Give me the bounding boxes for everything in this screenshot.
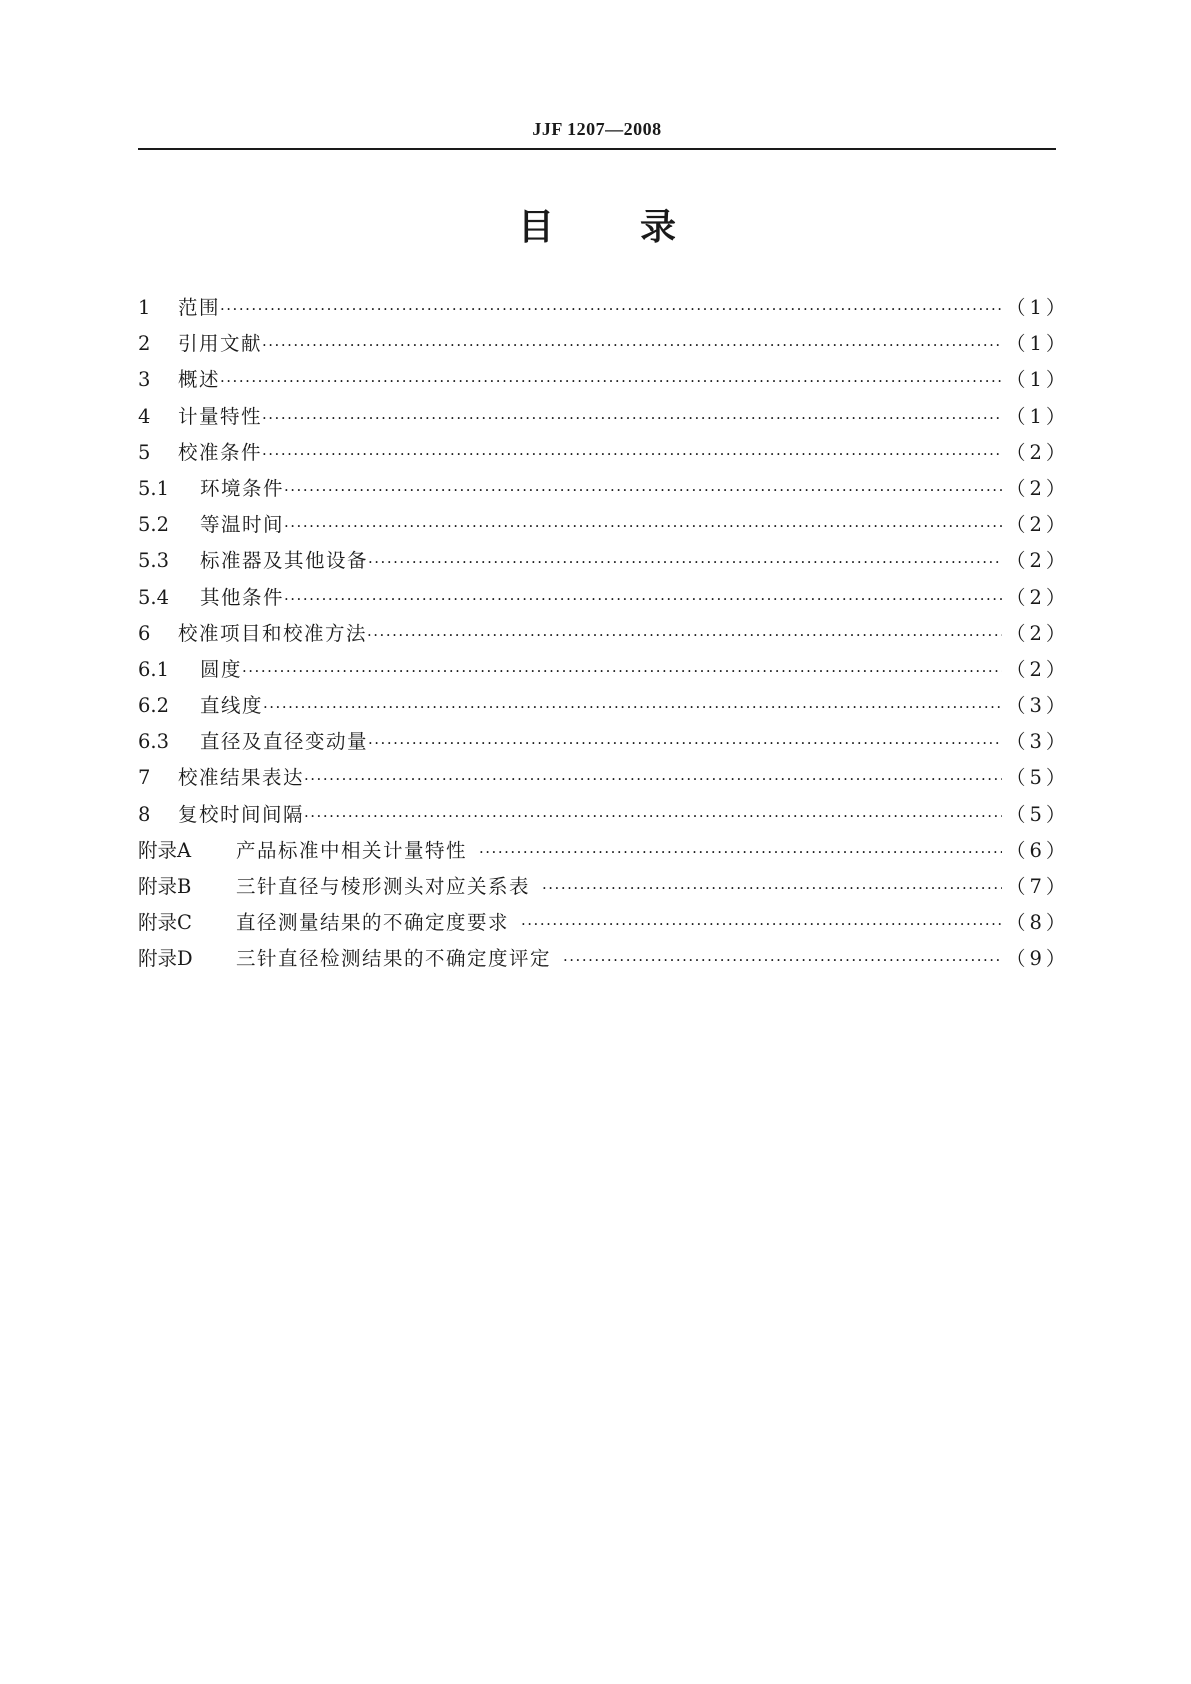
toc-entry-page: （2）	[1006, 440, 1070, 464]
toc-entry-number: 5.2	[138, 513, 170, 537]
toc-entry-title: 圆度	[200, 657, 243, 681]
toc-dot-leader	[368, 544, 1002, 580]
document-code-header: JJF 1207—2008	[532, 119, 662, 139]
toc-entry-page: （2）	[1006, 621, 1070, 645]
toc-entry-title: 范围	[178, 296, 221, 319]
toc-entry[interactable]	[138, 688, 1070, 724]
toc-entry-number: 6	[138, 621, 151, 645]
toc-entry-title: 计量特性	[178, 404, 263, 428]
toc-entry-page: （2）	[1006, 657, 1070, 681]
toc-entry-number: 4	[138, 404, 151, 428]
toc-dot-leader	[563, 942, 1002, 978]
toc-entry-page: （1）	[1006, 368, 1070, 392]
toc-entry-number: 8	[138, 802, 151, 826]
toc-entry[interactable]	[138, 724, 1070, 760]
toc-entry-title: 标准器及其他设备	[200, 549, 369, 573]
toc-entry-page: （1）	[1006, 296, 1070, 319]
toc-dot-leader	[368, 725, 1002, 761]
toc-entry-title: 三针直径检测结果的不确定度评定	[236, 947, 552, 971]
toc-entry-number: 1	[138, 296, 151, 319]
toc-entry-title: 引用文献	[178, 332, 263, 356]
toc-dot-leader	[304, 798, 1002, 834]
toc-dot-leader	[284, 581, 1002, 617]
toc-entry[interactable]	[138, 290, 1070, 326]
toc-entry-page: （2）	[1006, 476, 1070, 500]
toc-entry-title: 三针直径与棱形测头对应关系表	[236, 875, 531, 898]
toc-entry-number: 7	[138, 766, 151, 790]
toc-entry-number: 附录A	[138, 838, 192, 862]
page-title-char-1: 目	[517, 207, 554, 248]
page-title	[138, 205, 1056, 251]
toc-entry[interactable]	[138, 833, 1070, 869]
toc-entry-number: 5	[138, 440, 151, 464]
toc-entry-page: （7）	[1006, 875, 1070, 898]
toc-entry-title: 概述	[178, 368, 221, 392]
toc-entry[interactable]	[138, 326, 1070, 362]
toc-entry-number: 附录B	[138, 875, 192, 898]
toc-entry-page: （3）	[1006, 730, 1070, 754]
toc-dot-leader	[220, 291, 1002, 327]
toc-entry[interactable]	[138, 941, 1070, 977]
toc-dot-leader	[220, 363, 1002, 399]
toc-entry-title: 复校时间间隔	[178, 802, 305, 826]
toc-dot-leader	[521, 906, 1002, 942]
toc-entry-number: 2	[138, 332, 151, 356]
toc-entry[interactable]	[138, 869, 1070, 905]
toc-entry-number: 5.3	[138, 549, 170, 573]
toc-entry-page: （2）	[1006, 549, 1070, 573]
toc-entry-title: 直线度	[200, 694, 264, 718]
toc-entry-title: 产品标准中相关计量特性	[236, 838, 468, 862]
toc-entry-title: 校准条件	[178, 440, 263, 464]
toc-entry-title: 等温时间	[200, 513, 285, 537]
toc-entry[interactable]	[138, 471, 1070, 507]
toc-entry-page: （1）	[1006, 404, 1070, 428]
toc-dot-leader	[263, 689, 1002, 725]
toc-entry-page: （1）	[1006, 332, 1070, 356]
toc-entry[interactable]	[138, 760, 1070, 796]
toc-entry-number: 6.1	[138, 657, 170, 681]
toc-entry[interactable]	[138, 797, 1070, 833]
toc-entry-title: 直径测量结果的不确定度要求	[236, 911, 510, 935]
toc-entry-number: 附录C	[138, 911, 192, 935]
toc-entry-title: 其他条件	[200, 585, 285, 609]
toc-dot-leader	[242, 653, 1002, 689]
toc-dot-leader	[262, 400, 1002, 436]
toc-entry-number: 5.4	[138, 585, 170, 609]
toc-entry-title: 校准项目和校准方法	[178, 621, 368, 645]
toc-entry[interactable]	[138, 435, 1070, 471]
page-title-char-2: 录	[640, 207, 677, 248]
toc-entry-page: （5）	[1006, 802, 1070, 826]
toc-entry[interactable]	[138, 580, 1070, 616]
toc-entry[interactable]	[138, 616, 1070, 652]
toc-entry-title: 直径及直径变动量	[200, 730, 369, 754]
toc-entry-number: 6.3	[138, 730, 170, 754]
toc-entry-number: 附录D	[138, 947, 193, 971]
toc-dot-leader	[542, 870, 1002, 906]
toc-entry[interactable]	[138, 507, 1070, 543]
toc-entry[interactable]	[138, 652, 1070, 688]
toc-entry-title: 环境条件	[200, 476, 285, 500]
toc-entry-page: （5）	[1006, 766, 1070, 790]
toc-dot-leader	[262, 436, 1002, 472]
toc-entry-page: （3）	[1006, 694, 1070, 718]
toc-entry-number: 3	[138, 368, 151, 392]
toc-dot-leader	[367, 617, 1002, 653]
toc-dot-leader	[304, 761, 1002, 797]
toc-entry[interactable]	[138, 543, 1070, 579]
toc-entry-title: 校准结果表达	[178, 766, 305, 790]
toc-entry-number: 6.2	[138, 694, 170, 718]
toc-entry-page: （8）	[1006, 911, 1070, 935]
table-of-contents	[138, 290, 1070, 978]
toc-entry-page: （9）	[1006, 947, 1070, 971]
toc-entry[interactable]	[138, 362, 1070, 398]
toc-entry-number: 5.1	[138, 476, 170, 500]
toc-entry-page: （2）	[1006, 513, 1070, 537]
toc-dot-leader	[262, 327, 1002, 363]
toc-entry-page: （2）	[1006, 585, 1070, 609]
toc-entry[interactable]	[138, 399, 1070, 435]
toc-entry[interactable]	[138, 905, 1070, 941]
header-divider	[138, 148, 1056, 150]
toc-dot-leader	[284, 472, 1002, 508]
toc-dot-leader	[284, 508, 1002, 544]
toc-dot-leader	[479, 834, 1002, 870]
toc-entry-page: （6）	[1006, 838, 1070, 862]
